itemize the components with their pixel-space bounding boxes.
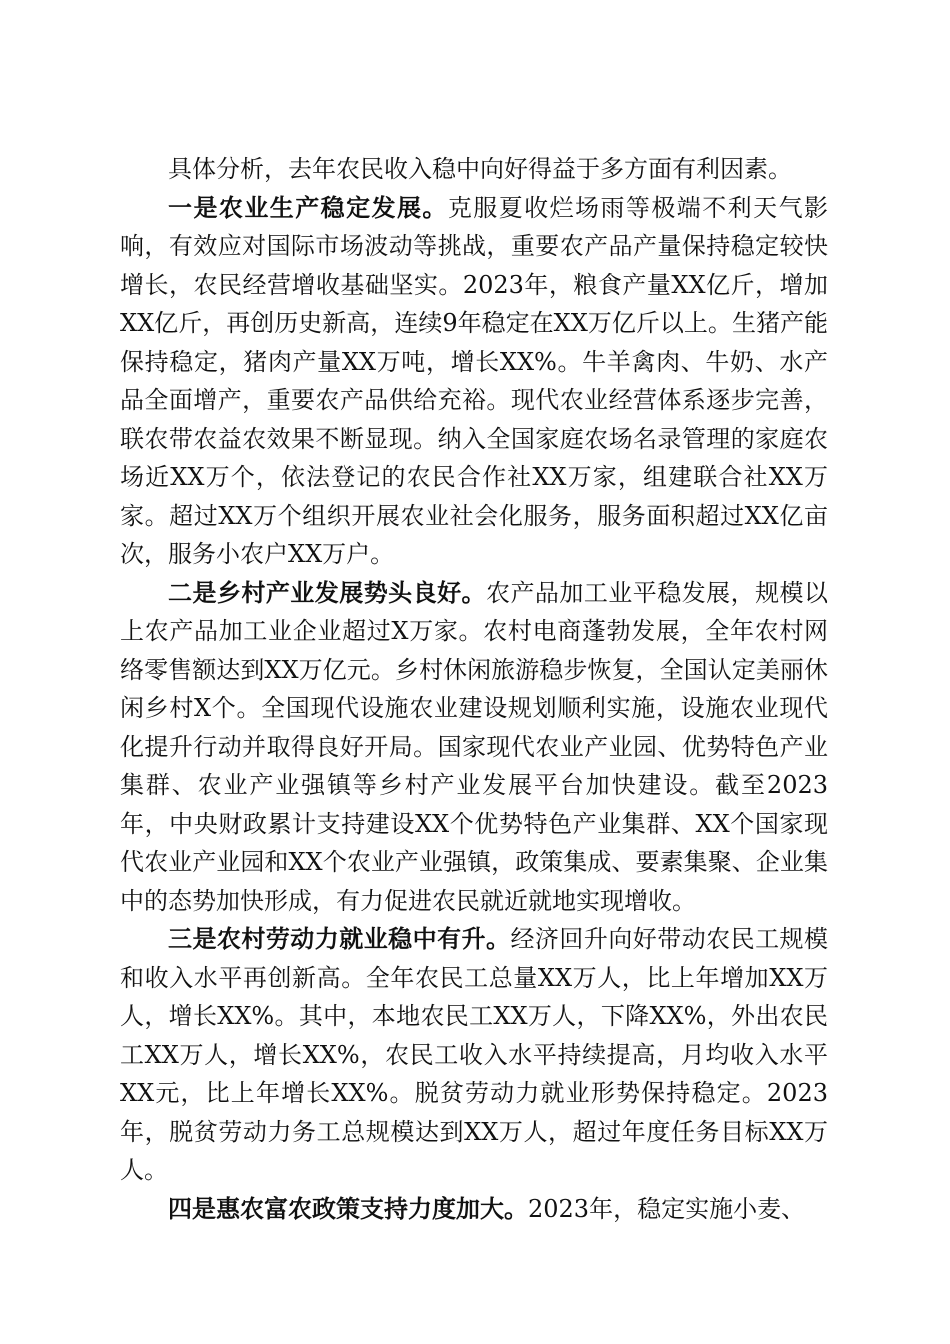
paragraph-text: 克服夏收烂场雨等极端不利天气影响，有效应对国际市场波动等挑战，重要农产品产量保持稳定较快增长，农民经营增收基础坚实。2023年，粮食产量XX亿斤，增加XX亿斤，再创历史新高，连续9年稳定在XX万亿斤以上。生猪产能保持稳定，猪肉产量XX万吨，增长XX%。牛羊禽肉、牛奶、水产品全面增产，重要农产品供给充裕。现代农业经营体系逐步完善，联农带农益农效果不断显现。纳入全国家庭农场名录管理的家庭农场近XX万个，依法登记的农民合作社XX万家，组建联合社XX万家。超过XX万个组织开展农业社会化服务，服务面积超过XX亿亩次，服务小农户XX万户。: [120, 193, 829, 568]
document-body: [120, 150, 828, 1228]
paragraph-intro: [120, 150, 828, 189]
paragraph-lead: 二是乡村产业发展势头良好。: [168, 577, 486, 607]
paragraph-rural-industry: [120, 574, 828, 921]
paragraph-policy-support: [120, 1190, 828, 1229]
paragraph-lead: 一是农业生产稳定发展。: [168, 192, 448, 222]
paragraph-agriculture-production: [120, 189, 828, 574]
paragraph-text: 具体分析，去年农民收入稳中向好得益于多方面有利因素。: [168, 155, 792, 183]
paragraph-text: 经济回升向好带动农民工规模和收入水平再创新高。全年农民工总量XX万人，比上年增加XX万人，增长XX%。其中，本地农民工XX万人，下降XX%，外出农民工XX万人，增长XX%，农民工收入水平持续提高，月均收入水平XX元，比上年增长XX%。脱贫劳动力就业形势保持稳定。2023年，脱贫劳动力务工总规模达到XX万人，超过年度任务目标XX万人。: [120, 925, 829, 1184]
paragraph-lead: 四是惠农富农政策支持力度加大。: [168, 1193, 528, 1223]
paragraph-text: 2023年，稳定实施小麦、: [528, 1194, 806, 1223]
paragraph-text: 农产品加工业平稳发展，规模以上农产品加工业企业超过X万家。农村电商蓬勃发展，全年农村网络零售额达到XX万亿元。乡村休闲旅游稳步恢复，全国认定美丽休闲乡村X个。全国现代设施农业建设规划顺利实施，设施农业现代化提升行动并取得良好开局。国家现代农业产业园、优势特色产业集群、农业产业强镇等乡村产业发展平台加快建设。截至2023年，中央财政累计支持建设XX个优势特色产业集群、XX个国家现代农业产业园和XX个农业产业强镇，政策集成、要素集聚、企业集中的态势加快形成，有力促进农民就近就地实现增收。: [120, 578, 828, 915]
paragraph-rural-employment: [120, 920, 828, 1190]
paragraph-lead: 三是农村劳动力就业稳中有升。: [168, 924, 511, 953]
